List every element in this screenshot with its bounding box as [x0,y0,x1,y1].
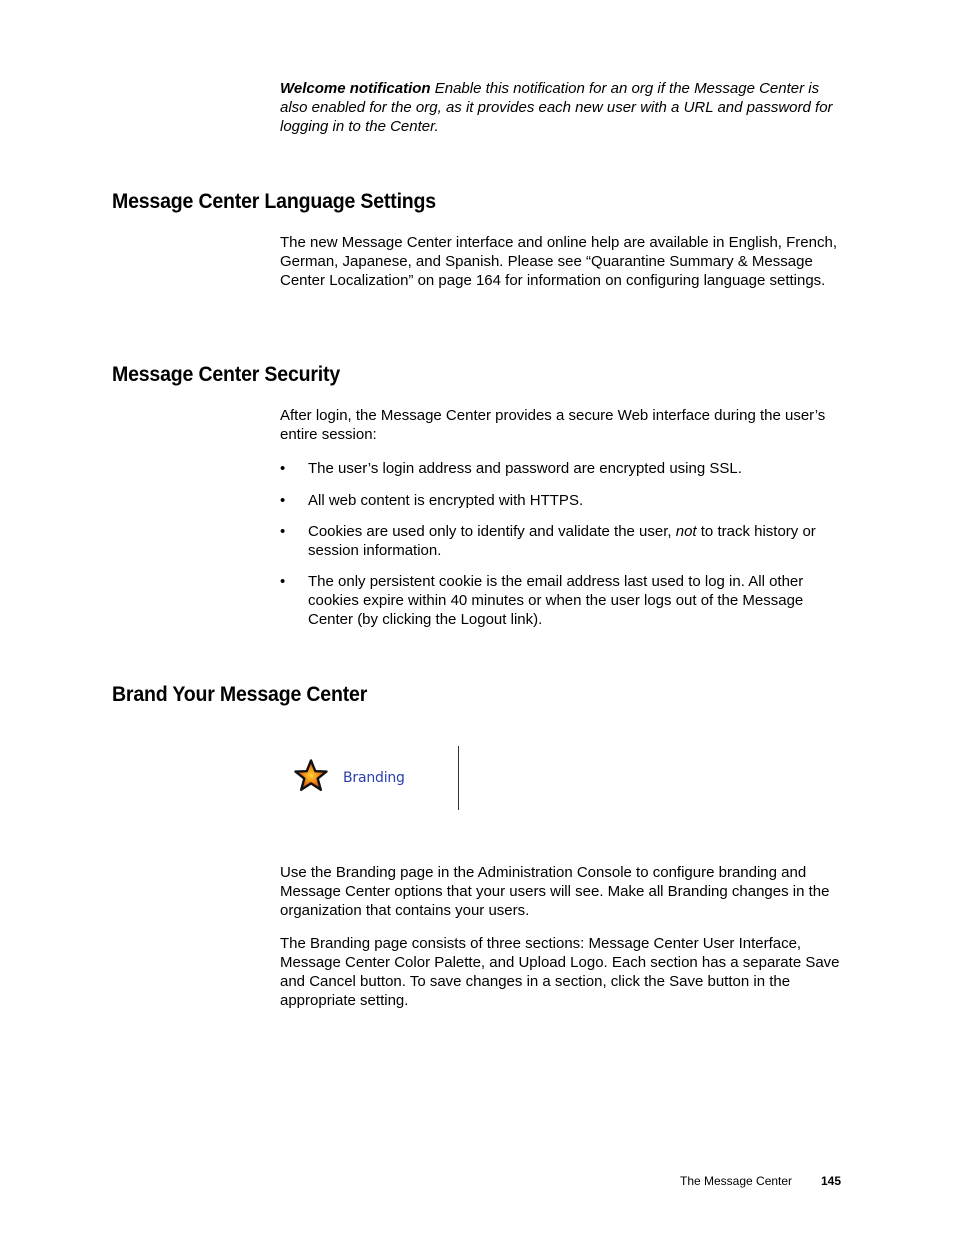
bullet-text-after: to track history or session information. [308,523,816,559]
bullet-text: The user’s login address and password are encrypted using SSL. [308,460,742,477]
note-text: Enable this notification for an org if the Message Center is also enabled for the org, as it provides each new user with a URL and password for logging in to the Center. [280,80,833,135]
heading-language-settings: Message Center Language Settings [112,190,436,213]
branding-nav-widget [290,745,465,811]
branding-paragraph-1: Use the Branding page in the Administration Console to configure branding and Message Center options that your users will see. Make all Branding changes in the organization that contains your users. [280,864,830,919]
footer-page-number: 145 [821,1174,842,1188]
star-icon [294,759,328,793]
list-item [280,459,842,478]
list-item [280,572,842,629]
welcome-notification-note [280,79,842,136]
bullet-marker: • [280,492,286,509]
footer-chapter-title: The Message Center [680,1174,793,1188]
branding-paragraph-2: The Branding page consists of three sections: Message Center User Interface, Message Center Color Palette, and Upload Logo. Each section has a separate Save and Cancel button. To save changes in a section, click the Save button in the appropriate setting. [280,935,840,1009]
bullet-text: The only persistent cookie is the email address last used to log in. All other cookies expire within 40 minutes or when the user logs out of the Message Center (by clicking the Logout link). [308,573,804,628]
branding-link[interactable]: Branding [343,770,405,786]
heading-brand: Brand Your Message Center [112,683,368,706]
bullet-marker: • [280,460,286,477]
bullet-marker: • [280,523,286,540]
security-intro-paragraph: After login, the Message Center provides a secure Web interface during the user’s entire session: [280,407,826,443]
widget-divider [458,746,459,810]
bullet-text: All web content is encrypted with HTTPS. [308,492,584,509]
list-item [280,491,842,510]
heading-security: Message Center Security [112,363,341,386]
note-term: Welcome notification [280,80,431,97]
bullet-text [308,522,842,560]
bullet-marker: • [280,573,286,590]
bullet-emphasis: not [675,523,697,540]
list-item [280,522,842,560]
bullet-text-before: Cookies are used only to identify and validate the user, [308,523,676,540]
language-settings-paragraph: The new Message Center interface and online help are available in English, French, German, Japanese, and Spanish. Please see “Quarantine Summary & Message Center Localization” on page 164 for information on configuring language settings. [280,234,837,289]
